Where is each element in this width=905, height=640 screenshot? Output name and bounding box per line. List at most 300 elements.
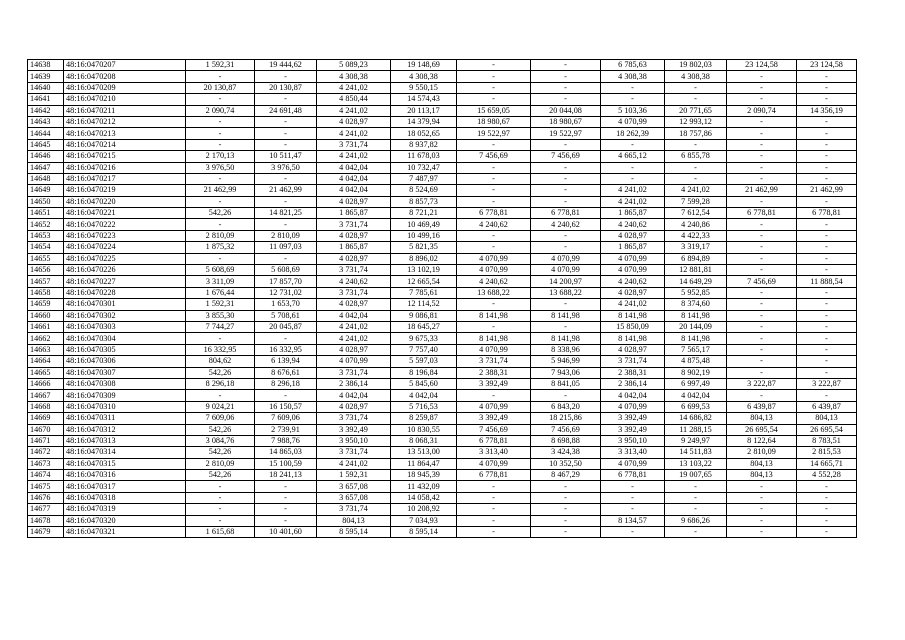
row-number-cell: 14645 [28,139,64,150]
value-5-cell: 6 778,81 [457,470,531,481]
cadastral-number-cell: 48:16:0470314 [64,447,186,458]
value-1-cell: 1 676,44 [186,287,255,298]
value-9-cell: - [727,173,797,184]
value-1-cell: 8 296,18 [186,378,255,389]
value-6-cell: 8 467,29 [531,470,601,481]
value-7-cell: - [601,94,665,105]
value-2-cell: 6 139,94 [255,356,317,367]
value-3-cell: 4 850,44 [317,94,391,105]
value-1-cell: - [186,333,255,344]
value-6-cell: 20 044,08 [531,105,601,116]
row-number-cell: 14659 [28,299,64,310]
value-1-cell: - [186,173,255,184]
value-1-cell: 542,26 [186,424,255,435]
cadastral-number-cell: 48:16:0470214 [64,139,186,150]
table-row [28,356,857,367]
row-number-cell: 14638 [28,60,64,71]
value-3-cell: 4 241,02 [317,105,391,116]
value-4-cell: 5 821,35 [391,242,457,253]
value-4-cell: 5 597,03 [391,356,457,367]
value-10-cell: - [797,321,857,332]
value-2-cell: 16 332,95 [255,344,317,355]
value-1-cell: - [186,219,255,230]
value-4-cell: 7 487,97 [391,173,457,184]
row-number-cell: 14673 [28,458,64,469]
value-3-cell: 4 028,97 [317,344,391,355]
value-5-cell: - [457,230,531,241]
row-number-cell: 14642 [28,105,64,116]
value-7-cell: 6 778,81 [601,470,665,481]
value-10-cell: 4 552,28 [797,470,857,481]
value-10-cell: 26 695,54 [797,424,857,435]
row-number-cell: 14666 [28,378,64,389]
table-row [28,401,857,412]
value-3-cell: 4 241,02 [317,82,391,93]
value-6-cell: 18 980,67 [531,116,601,127]
value-4-cell: 12 665,54 [391,276,457,287]
value-7-cell: - [601,527,665,538]
value-9-cell: - [727,367,797,378]
value-7-cell: 4 028,97 [601,230,665,241]
cadastral-number-cell: 48:16:0470318 [64,492,186,503]
value-5-cell: - [457,321,531,332]
value-8-cell: 11 288,15 [665,424,727,435]
value-8-cell: 4 241,02 [665,185,727,196]
value-6-cell: - [531,504,601,515]
value-2-cell: - [255,94,317,105]
value-8-cell: 6 894,89 [665,253,727,264]
value-2-cell: - [255,333,317,344]
value-7-cell: 4 028,97 [601,344,665,355]
row-number-cell: 14672 [28,447,64,458]
value-4-cell: 8 857,73 [391,196,457,207]
value-3-cell: 3 731,74 [317,219,391,230]
value-4-cell: 4 308,38 [391,71,457,82]
value-10-cell: - [797,310,857,321]
row-number-cell: 14649 [28,185,64,196]
value-9-cell: - [727,481,797,492]
value-9-cell: - [727,356,797,367]
table-row [28,481,857,492]
value-2-cell: 10 401,60 [255,527,317,538]
value-1-cell: - [186,390,255,401]
cadastral-number-cell: 48:16:0470311 [64,413,186,424]
value-9-cell: - [727,253,797,264]
table-row [28,105,857,116]
value-7-cell: 4 070,99 [601,265,665,276]
value-5-cell: 7 456,69 [457,151,531,162]
table-row [28,242,857,253]
value-1-cell: 1 875,32 [186,242,255,253]
cadastral-number-cell: 48:16:0470211 [64,105,186,116]
value-10-cell: 6 778,81 [797,208,857,219]
value-5-cell: - [457,299,531,310]
row-number-cell: 14668 [28,401,64,412]
cadastral-number-cell: 48:16:0470302 [64,310,186,321]
value-9-cell: - [727,321,797,332]
value-6-cell: 6 778,81 [531,208,601,219]
cadastral-number-cell: 48:16:0470227 [64,276,186,287]
value-8-cell: 3 319,17 [665,242,727,253]
table-row [28,470,857,481]
value-8-cell: - [665,162,727,173]
value-7-cell: 3 392,49 [601,424,665,435]
value-9-cell: - [727,299,797,310]
value-2-cell: 10 511,47 [255,151,317,162]
cadastral-number-cell: 48:16:0470224 [64,242,186,253]
value-5-cell: - [457,196,531,207]
value-2-cell: 14 821,25 [255,208,317,219]
value-8-cell: - [665,139,727,150]
value-1-cell: - [186,504,255,515]
value-10-cell: - [797,253,857,264]
value-8-cell: 5 952,85 [665,287,727,298]
value-9-cell: - [727,151,797,162]
value-1-cell: 20 130,87 [186,82,255,93]
value-7-cell: 4 241,02 [601,299,665,310]
value-1-cell: - [186,196,255,207]
value-7-cell: 1 865,87 [601,208,665,219]
value-10-cell: - [797,265,857,276]
value-6-cell: - [531,515,601,526]
table-row [28,116,857,127]
cadastral-number-cell: 48:16:0470309 [64,390,186,401]
table-row [28,253,857,264]
table-row [28,196,857,207]
value-5-cell: 4 070,99 [457,401,531,412]
row-number-cell: 14674 [28,470,64,481]
row-number-cell: 14647 [28,162,64,173]
value-8-cell: 6 855,78 [665,151,727,162]
value-8-cell: - [665,527,727,538]
value-3-cell: 4 070,99 [317,356,391,367]
cadastral-number-cell: 48:16:0470219 [64,185,186,196]
value-9-cell: 23 124,58 [727,60,797,71]
value-3-cell: 4 241,02 [317,333,391,344]
value-9-cell: - [727,333,797,344]
value-7-cell: 4 028,97 [601,287,665,298]
value-5-cell: 8 141,98 [457,310,531,321]
row-number-cell: 14663 [28,344,64,355]
cadastral-number-cell: 48:16:0470216 [64,162,186,173]
value-3-cell: 4 241,02 [317,321,391,332]
value-4-cell: 8 595,14 [391,527,457,538]
value-2-cell: 8 676,61 [255,367,317,378]
value-1-cell: - [186,492,255,503]
value-4-cell: 12 114,52 [391,299,457,310]
value-3-cell: 4 028,97 [317,401,391,412]
value-3-cell: 4 028,97 [317,230,391,241]
value-1-cell: 2 810,09 [186,230,255,241]
value-7-cell: - [601,481,665,492]
value-7-cell: 18 262,39 [601,128,665,139]
row-number-cell: 14671 [28,435,64,446]
value-5-cell: 4 240,62 [457,276,531,287]
value-6-cell: 8 698,88 [531,435,601,446]
value-6-cell: 19 522,97 [531,128,601,139]
value-2-cell: - [255,71,317,82]
row-number-cell: 14678 [28,515,64,526]
value-5-cell: - [457,242,531,253]
value-2-cell: 18 241,13 [255,470,317,481]
value-3-cell: 1 865,87 [317,208,391,219]
value-7-cell: - [601,504,665,515]
row-number-cell: 14670 [28,424,64,435]
value-9-cell: - [727,128,797,139]
value-5-cell: - [457,60,531,71]
value-5-cell: - [457,139,531,150]
cadastral-number-cell: 48:16:0470310 [64,401,186,412]
table-row [28,515,857,526]
value-6-cell: - [531,196,601,207]
value-8-cell: 9 686,26 [665,515,727,526]
value-9-cell: - [727,230,797,241]
value-4-cell: 18 645,27 [391,321,457,332]
value-6-cell: 7 943,06 [531,367,601,378]
value-1-cell: - [186,139,255,150]
cadastral-number-cell: 48:16:0470215 [64,151,186,162]
value-10-cell: - [797,515,857,526]
value-10-cell: 11 888,54 [797,276,857,287]
row-number-cell: 14654 [28,242,64,253]
value-5-cell: 6 778,81 [457,208,531,219]
value-7-cell: 3 313,40 [601,447,665,458]
value-6-cell: 6 843,20 [531,401,601,412]
row-number-cell: 14669 [28,413,64,424]
cadastral-number-cell: 48:16:0470226 [64,265,186,276]
value-3-cell: 4 028,97 [317,116,391,127]
value-9-cell: - [727,527,797,538]
value-10-cell: - [797,242,857,253]
value-4-cell: 18 052,65 [391,128,457,139]
value-7-cell: 5 103,36 [601,105,665,116]
value-2-cell: 1 653,70 [255,299,317,310]
table-row [28,390,857,401]
value-9-cell: - [727,94,797,105]
value-3-cell: 4 042,04 [317,390,391,401]
cadastral-number-cell: 48:16:0470303 [64,321,186,332]
value-10-cell: - [797,367,857,378]
value-3-cell: 3 731,74 [317,413,391,424]
value-7-cell: - [601,139,665,150]
value-5-cell: 4 240,62 [457,219,531,230]
table-row [28,94,857,105]
table-row [28,527,857,538]
value-10-cell: 6 439,87 [797,401,857,412]
table-row [28,344,857,355]
value-9-cell: 7 456,69 [727,276,797,287]
table-row [28,447,857,458]
table-row [28,151,857,162]
value-9-cell: 26 695,54 [727,424,797,435]
value-2-cell: - [255,492,317,503]
value-6-cell: 4 070,99 [531,265,601,276]
value-4-cell: 13 513,00 [391,447,457,458]
value-3-cell: 3 657,08 [317,492,391,503]
table-row [28,299,857,310]
value-6-cell: 4 240,62 [531,219,601,230]
value-9-cell: 3 222,87 [727,378,797,389]
value-6-cell: 18 215,86 [531,413,601,424]
value-2-cell: 17 857,70 [255,276,317,287]
value-8-cell: 7 565,17 [665,344,727,355]
value-6-cell: - [531,321,601,332]
value-5-cell: 13 688,22 [457,287,531,298]
table-row [28,128,857,139]
row-number-cell: 14657 [28,276,64,287]
table-row [28,173,857,184]
value-3-cell: 3 731,74 [317,265,391,276]
value-3-cell: 4 042,04 [317,173,391,184]
value-1-cell: 1 592,31 [186,299,255,310]
cadastral-number-cell: 48:16:0470313 [64,435,186,446]
value-1-cell: - [186,253,255,264]
value-8-cell: - [665,94,727,105]
value-2-cell: - [255,481,317,492]
value-3-cell: 4 240,62 [317,276,391,287]
row-number-cell: 14641 [28,94,64,105]
value-6-cell: 5 946,99 [531,356,601,367]
table-row [28,333,857,344]
value-8-cell: 12 993,12 [665,116,727,127]
value-6-cell: - [531,173,601,184]
row-number-cell: 14662 [28,333,64,344]
value-7-cell: 4 308,38 [601,71,665,82]
value-10-cell: - [797,333,857,344]
table-row [28,321,857,332]
row-number-cell: 14661 [28,321,64,332]
value-8-cell: - [665,481,727,492]
table-row [28,60,857,71]
value-2-cell: - [255,196,317,207]
value-5-cell: 6 778,81 [457,435,531,446]
value-7-cell: 2 388,31 [601,367,665,378]
value-9-cell: 6 778,81 [727,208,797,219]
table-row [28,367,857,378]
value-10-cell: - [797,481,857,492]
value-3-cell: 1 592,31 [317,470,391,481]
value-10-cell: 14 356,19 [797,105,857,116]
value-2-cell: - [255,515,317,526]
value-1-cell: 3 084,76 [186,435,255,446]
cadastral-number-cell: 48:16:0470208 [64,71,186,82]
value-1-cell: 5 608,69 [186,265,255,276]
data-table [27,59,857,538]
table-row [28,413,857,424]
value-5-cell: 18 980,67 [457,116,531,127]
value-7-cell: 4 665,12 [601,151,665,162]
row-number-cell: 14679 [28,527,64,538]
value-4-cell: 14 058,42 [391,492,457,503]
value-5-cell: 3 392,49 [457,413,531,424]
value-8-cell: - [665,82,727,93]
value-4-cell: 13 102,19 [391,265,457,276]
value-2-cell: - [255,116,317,127]
value-8-cell: 14 511,83 [665,447,727,458]
value-8-cell: 9 249,97 [665,435,727,446]
value-10-cell: - [797,196,857,207]
value-8-cell: 8 141,98 [665,310,727,321]
cadastral-number-cell: 48:16:0470312 [64,424,186,435]
value-3-cell: 8 595,14 [317,527,391,538]
value-6-cell: 8 338,96 [531,344,601,355]
row-number-cell: 14676 [28,492,64,503]
value-2-cell: - [255,504,317,515]
value-1-cell: - [186,128,255,139]
row-number-cell: 14651 [28,208,64,219]
value-1-cell: - [186,116,255,127]
value-9-cell: - [727,242,797,253]
value-9-cell: 6 439,87 [727,401,797,412]
value-8-cell: 4 875,48 [665,356,727,367]
cadastral-number-cell: 48:16:0470213 [64,128,186,139]
value-4-cell: 10 208,92 [391,504,457,515]
value-8-cell: 20 771,65 [665,105,727,116]
table-body [28,60,857,538]
value-9-cell: 8 122,64 [727,435,797,446]
value-3-cell: 4 241,02 [317,151,391,162]
value-4-cell: 8 259,87 [391,413,457,424]
value-1-cell: - [186,481,255,492]
value-3-cell: 4 241,02 [317,458,391,469]
value-2-cell: 24 691,48 [255,105,317,116]
cadastral-number-cell: 48:16:0470210 [64,94,186,105]
value-10-cell: - [797,344,857,355]
value-1-cell: 7 609,06 [186,413,255,424]
value-5-cell: - [457,527,531,538]
value-8-cell: 6 699,53 [665,401,727,412]
value-1-cell: - [186,94,255,105]
value-5-cell: - [457,504,531,515]
table-row [28,82,857,93]
value-7-cell: 4 241,02 [601,196,665,207]
value-6-cell: - [531,527,601,538]
value-1-cell: 7 744,27 [186,321,255,332]
value-1-cell: 804,62 [186,356,255,367]
value-2-cell: - [255,128,317,139]
value-9-cell: - [727,116,797,127]
value-7-cell: 4 070,99 [601,116,665,127]
row-number-cell: 14648 [28,173,64,184]
value-4-cell: 8 721,21 [391,208,457,219]
value-9-cell: - [727,287,797,298]
cadastral-number-cell: 48:16:0470228 [64,287,186,298]
value-10-cell: - [797,356,857,367]
value-2-cell: 14 865,03 [255,447,317,458]
value-10-cell: - [797,390,857,401]
value-9-cell: 804,13 [727,413,797,424]
value-10-cell: - [797,82,857,93]
value-1-cell: 2 170,13 [186,151,255,162]
value-1-cell: - [186,515,255,526]
value-10-cell: - [797,527,857,538]
value-2-cell: 12 731,02 [255,287,317,298]
row-number-cell: 14646 [28,151,64,162]
value-8-cell: 8 141,98 [665,333,727,344]
value-1-cell: 1 615,68 [186,527,255,538]
value-8-cell: 6 997,49 [665,378,727,389]
value-7-cell: 4 070,99 [601,253,665,264]
table-row [28,230,857,241]
cadastral-number-cell: 48:16:0470301 [64,299,186,310]
value-2-cell: 5 708,61 [255,310,317,321]
row-number-cell: 14664 [28,356,64,367]
value-2-cell: 5 608,69 [255,265,317,276]
value-10-cell: 21 462,99 [797,185,857,196]
value-5-cell: 4 070,99 [457,253,531,264]
value-8-cell: 19 007,65 [665,470,727,481]
value-2-cell: 7 609,06 [255,413,317,424]
